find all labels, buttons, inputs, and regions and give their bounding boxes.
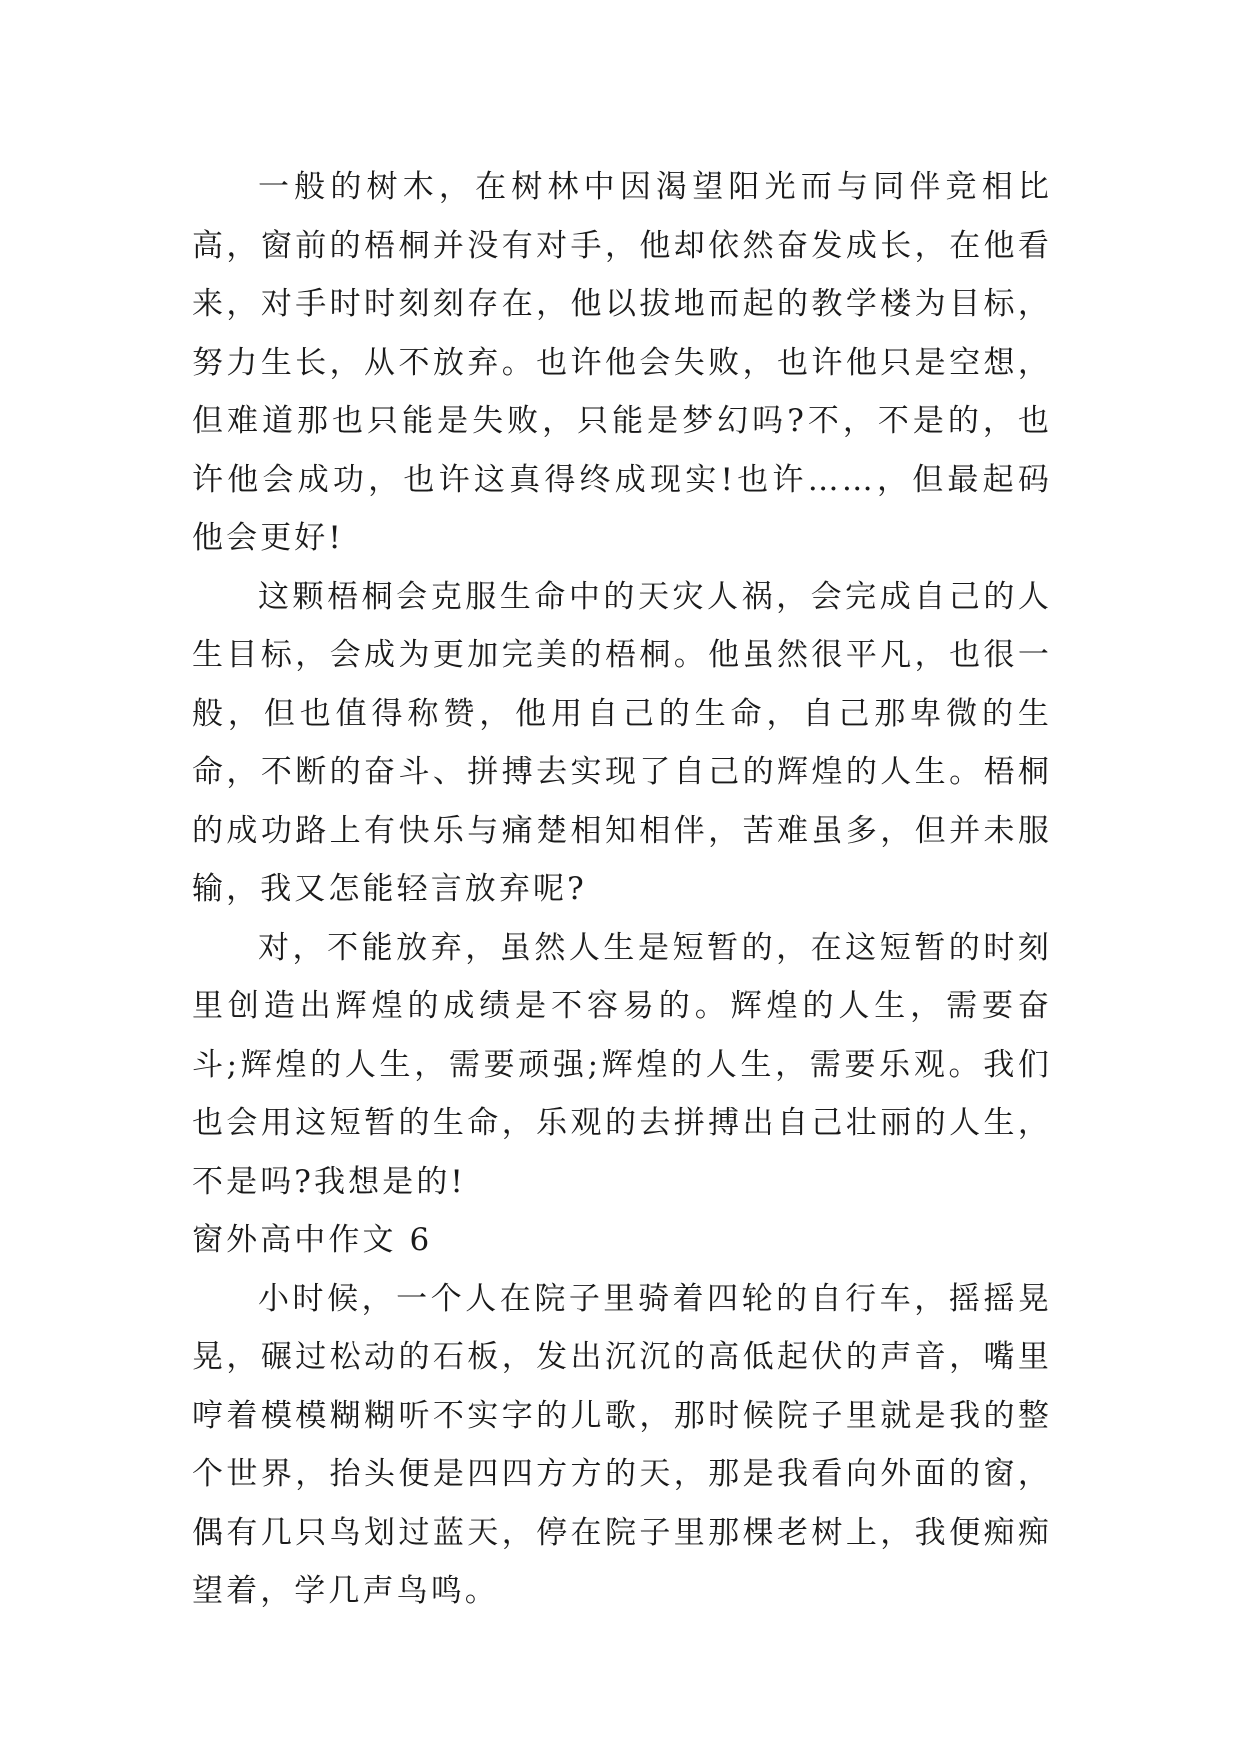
paragraph: 小时候，一个人在院子里骑着四轮的自行车，摇摇晃晃，碾过松动的石板，发出沉沉的高低起伏的声音，嘴里哼着模模糊糊听不实字的儿歌，那时候院子里就是我的整个世界，抬头便是四四方方的天，那是我看向外面的窗，偶有几只鸟划过蓝天，停在院子里那棵老树上，我便痴痴望着，学几声鸟鸣。 (192, 1280, 1052, 1609)
paragraph: 一般的树木，在树林中因渴望阳光而与同伴竞相比高，窗前的梧桐并没有对手，他却依然奋发成长，在他看来，对手时时刻刻存在，他以拔地而起的教学楼为目标，努力生长，从不放弃。也许他会失败，也许他只是空想，但难道那也只能是失败，只能是梦幻吗?不，不是的，也许他会成功，也许这真得终成现实!也许……，但最起码他会更好! (192, 169, 1052, 556)
section-title: 窗外高中作文 6 (192, 1222, 433, 1258)
document-body (192, 158, 1052, 1621)
paragraph: 这颗梧桐会克服生命中的天灾人祸，会完成自己的人生目标，会成为更加完美的梧桐。他虽然很平凡，也很一般，但也值得称赞，他用自己的生命，自己那卑微的生命，不断的奋斗、拼搏去实现了自己的辉煌的人生。梧桐的成功路上有快乐与痛楚相知相伴，苦难虽多，但并未服输，我又怎能轻言放弃呢? (192, 578, 1052, 907)
paragraph: 对，不能放弃，虽然人生是短暂的，在这短暂的时刻里创造出辉煌的成绩是不容易的。辉煌的人生，需要奋斗;辉煌的人生，需要顽强;辉煌的人生，需要乐观。我们也会用这短暂的生命，乐观的去拼搏出自己壮丽的人生，不是吗?我想是的! (192, 929, 1052, 1200)
